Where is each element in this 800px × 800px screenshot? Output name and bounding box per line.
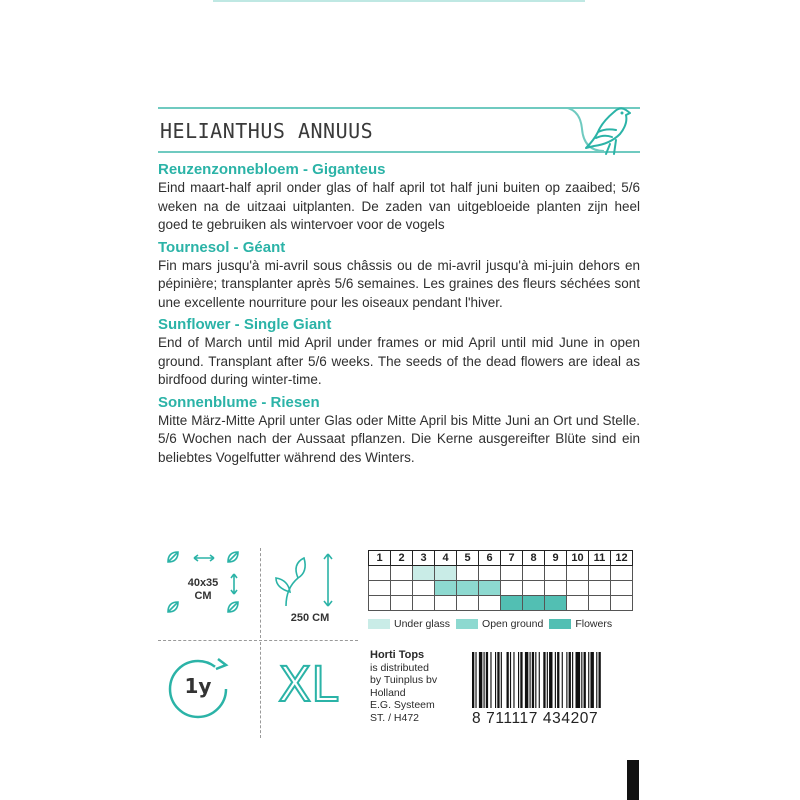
barcode-bar [557, 652, 559, 708]
barcode-bar [581, 652, 582, 708]
month-cell: 12 [611, 551, 633, 566]
distributor-line: by Tuinplus bv [370, 674, 438, 686]
top-accent-line [213, 0, 585, 2]
section-body: End of March until mid April under frames or mid April until mid June in open ground. Transplant after 5/6 weeks. The seeds of the dead flowers are ideal as birdfood during winter-time. [158, 335, 640, 387]
barcode-bar [513, 652, 514, 708]
section-heading: Sunflower - Single Giant [158, 316, 332, 333]
barcode-bar [555, 652, 556, 708]
section-heading: Tournesol - Géant [158, 238, 286, 256]
barcode-bar [588, 652, 589, 708]
month-cell: 2 [391, 551, 413, 566]
under-glass-cell [413, 566, 435, 581]
brand-name: Horti Tops [370, 649, 425, 661]
open-ground-cell [479, 581, 501, 596]
legend-under-glass [368, 618, 450, 630]
open-ground-cell [435, 581, 457, 596]
bird-icon [580, 104, 640, 156]
barcode-bar [596, 652, 597, 708]
month-cell: 8 [523, 551, 545, 566]
month-cell: 4 [435, 551, 457, 566]
divider [260, 548, 261, 638]
instructions [158, 160, 640, 470]
barcode-bar [510, 652, 511, 708]
barcode-bar [569, 652, 571, 708]
barcode-bar [539, 652, 540, 708]
section-german [158, 393, 640, 468]
calendar-row-flowers [369, 596, 633, 611]
title-banner [158, 107, 640, 153]
barcode-bar [549, 652, 552, 708]
barcode-bar [572, 652, 573, 708]
distributor-line: Holland [370, 686, 406, 699]
month-cell: 6 [479, 551, 501, 566]
spacing-value: 40x35 [187, 577, 219, 589]
barcode-bar [472, 652, 474, 708]
calendar-row-under-glass [369, 566, 633, 581]
section-heading: Reuzenzonnebloem - Giganteus [158, 161, 386, 178]
legend-open-ground [456, 618, 543, 630]
species-title: HELIANTHUS ANNUUS [160, 119, 374, 143]
distributor-info [370, 649, 437, 724]
legend-swatch [549, 619, 571, 629]
legend-swatch [368, 619, 390, 629]
under-glass-cell [435, 566, 457, 581]
legend-label: Open ground [482, 618, 544, 630]
barcode [472, 652, 638, 708]
section-dutch [158, 160, 640, 235]
distributor-line: E.G. Systeem [370, 699, 435, 711]
barcode-bar [576, 652, 581, 708]
legend-label: Flowers [575, 618, 613, 630]
distributor-line: ST. / H472 [370, 711, 420, 724]
distributor-line: is distributed [370, 661, 429, 674]
calendar-months-row [369, 551, 633, 566]
flowers-cell [523, 596, 545, 611]
barcode-bar [475, 652, 476, 708]
month-cell: 5 [457, 551, 479, 566]
section-english [158, 315, 640, 390]
month-cell: 11 [589, 551, 611, 566]
spacing-unit: CM [194, 590, 212, 602]
barcode-bar [518, 652, 519, 708]
barcode-bar [590, 652, 593, 708]
month-cell: 9 [545, 551, 567, 566]
flowers-cell [545, 596, 567, 611]
size-label: XL [278, 657, 338, 713]
section-heading: Sonnenblume - Riesen [158, 393, 320, 411]
flowers-cell [501, 596, 523, 611]
barcode-number: 8 711117 434207 [472, 710, 599, 727]
barcode-bar [584, 652, 586, 708]
legend-swatch [456, 619, 478, 629]
barcode-bar [497, 652, 499, 708]
barcode-bar [520, 652, 522, 708]
month-cell: 7 [501, 551, 523, 566]
divider [158, 640, 358, 641]
barcode-bar [562, 652, 563, 708]
barcode-bar [566, 652, 567, 708]
barcode-bar [532, 652, 534, 708]
divider [260, 642, 261, 738]
barcode-bar [486, 652, 488, 708]
barcode-bar [501, 652, 502, 708]
barcode-bar [490, 652, 491, 708]
plant-height-icon [268, 548, 358, 618]
section-body: Fin mars jusqu'à mi-avril sous châssis ou de mi-avril jusqu'à mi-juin dehors en pépinière; transplanter après 5/6 semaines. Les graines des fleurs séchées sont une excellente nourriture pour les oiseaux pendant l'hiver. [158, 257, 640, 310]
barcode-bar [495, 652, 496, 708]
section-body: Eind maart-half april onder glas of half april tot half juni buiten op zaaibed; 5/6 weken na de uitzaai uitplanten. De zaden van uitgebloeide planten zijn heel goed te gebruiken als wintervoer voor de vogels [158, 180, 640, 232]
barcode-bar [530, 652, 531, 708]
barcode-bar [479, 652, 482, 708]
section-french [158, 238, 640, 313]
spacing-label [180, 577, 226, 603]
barcode-bar [525, 652, 528, 708]
barcode-bar [535, 652, 536, 708]
height-label: 250 CM [290, 612, 330, 624]
black-marker-bar [627, 760, 639, 800]
month-cell: 1 [369, 551, 391, 566]
barcode-bar [547, 652, 548, 708]
month-cell: 3 [413, 551, 435, 566]
legend-flowers [549, 618, 612, 630]
month-cell: 10 [567, 551, 589, 566]
sowing-calendar [368, 550, 633, 611]
barcode-bar [507, 652, 509, 708]
legend-label: Under glass [394, 618, 451, 630]
calendar-row-open-ground [369, 581, 633, 596]
barcode-bar [599, 652, 601, 708]
barcode-bar [543, 652, 545, 708]
lifecycle-label: 1y [184, 674, 212, 698]
barcode-bar [484, 652, 485, 708]
section-body: Mitte März-Mitte April unter Glas oder Mitte April bis Mitte Juni an Ort und Stelle. 5/6 Wochen nach der Aussaat pflanzen. Die Kerne ausgereifter Blüte sind ein beliebtes Vogelfutter während des Winters. [158, 412, 640, 465]
calendar-legend [368, 618, 618, 630]
open-ground-cell [457, 581, 479, 596]
